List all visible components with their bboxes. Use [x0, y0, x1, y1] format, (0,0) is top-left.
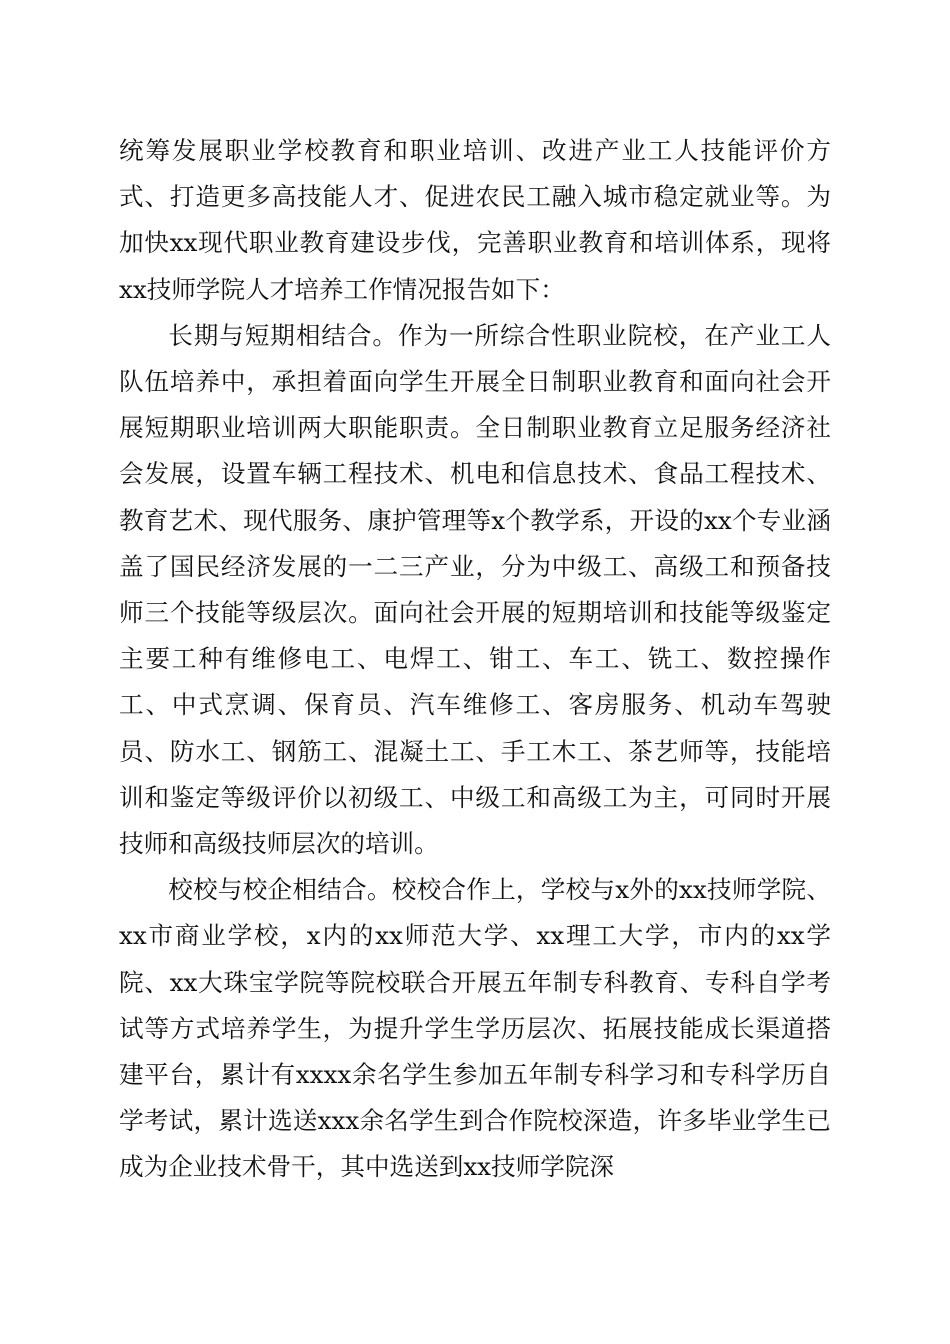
paragraph-long-short-term: 长期与短期相结合。作为一所综合性职业院校，在产业工人队伍培养中，承担着面向学生开展全日制职业教育和面向社会开展短期职业培训两大职能职责。全日制职业教育立足服务经济社会发展，设置车辆工程技术、机电和信息技术、食品工程技术、教育艺术、现代服务、康护管理等x个教学系，开设的xx个专业涵盖了国民经济发展的一二三产业，分为中级工、高级工和预备技师三个技能等级层次。面向社会开展的短期培训和技能等级鉴定主要工种有维修电工、电焊工、钳工、车工、铣工、数控操作工、中式烹调、保育员、汽车维修工、客房服务、机动车驾驶员、防水工、钢筋工、混凝土工、手工木工、茶艺师等，技能培训和鉴定等级评价以初级工、中级工和高级工为主，可同时开展技师和高级技师层次的培训。 [119, 320, 831, 859]
document-body [119, 128, 831, 1191]
paragraph-school-enterprise: 校校与校企相结合。校校合作上，学校与x外的xx技师学院、xx市商业学校，x内的xx师范大学、xx理工大学，市内的xx学院、xx大珠宝学院等院校联合开展五年制专科教育、专科自学考试等方式培养学生，为提升学生学历层次、拓展技能成长渠道搭建平台，累计有xxxx余名学生参加五年制专科学习和专科学历自学考试，累计选送xxx余名学生到合作院校深造，许多毕业学生已成为企业技术骨干，其中选送到xx技师学院深 [119, 875, 831, 1182]
paragraph-intro: 统筹发展职业学校教育和职业培训、改进产业工人技能评价方式、打造更多高技能人才、促进农民工融入城市稳定就业等。为加快xx现代职业教育建设步伐，完善职业教育和培训体系，现将xx技师学院人才培养工作情况报告如下： [119, 136, 831, 304]
